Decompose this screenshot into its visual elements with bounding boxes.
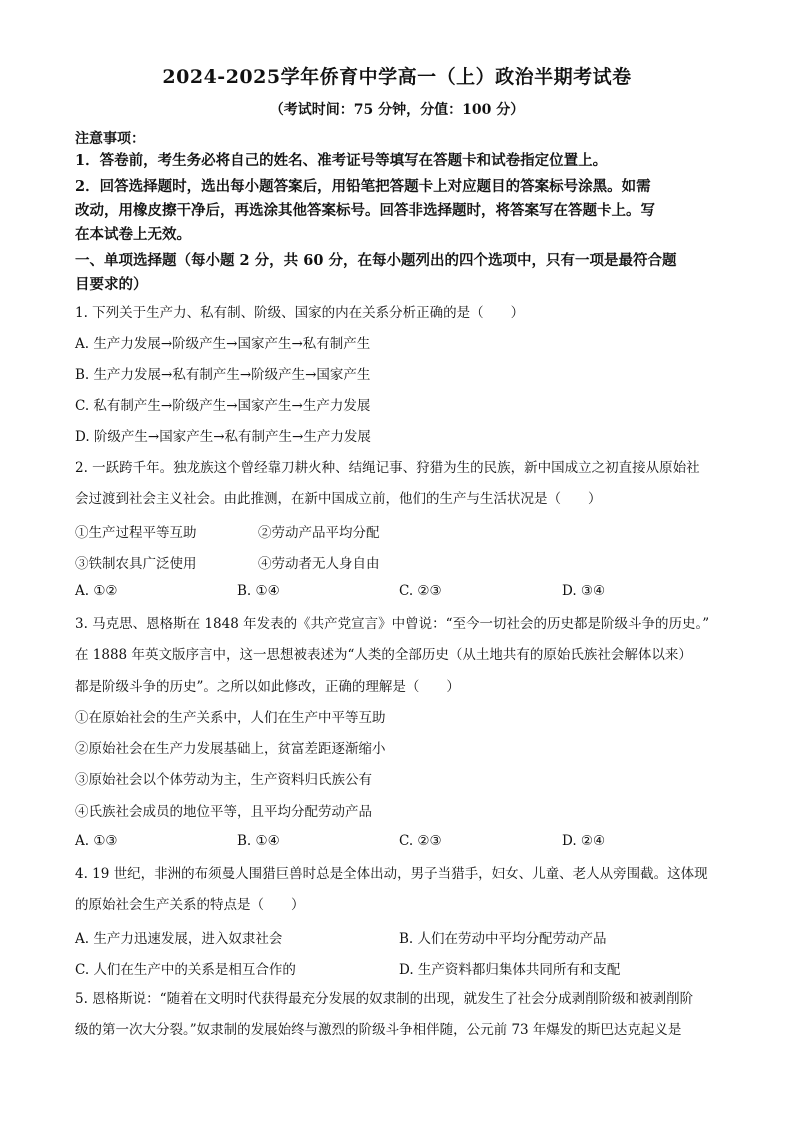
q3-stem-line-2: 在 1888 年英文版序言中，这一思想被表述为“人类的全部历史（从土地共有的原始氏族社会解体以来） (75, 647, 692, 663)
q3-statement-1: ①在原始社会的生产关系中，人们在生产中平等互助 (75, 710, 386, 726)
exam-subtitle: （考试时间：75 分钟，分值：100 分） (269, 102, 525, 118)
q5-stem-line-1: 5. 恩格斯说：“随着在文明时代获得最充分发展的奴隶制的出现，就发生了社会分成剥削阶级和被剥削阶 (75, 991, 694, 1007)
q2-stem-line-2: 会过渡到社会主义社会。由此推测，在新中国成立前，他们的生产与生活状况是（ ） (75, 491, 602, 507)
q2-statement-4: ④劳动者无人身自由 (258, 556, 380, 572)
q3-statement-2: ②原始社会在生产力发展基础上，贫富差距逐渐缩小 (75, 741, 386, 757)
q2-statement-2: ②劳动产品平均分配 (258, 525, 380, 541)
notice-heading: 注意事项： (75, 131, 145, 147)
q3-stem-line-3: 都是阶级斗争的历史”。之所以如此修改，正确的理解是（ ） (75, 679, 460, 695)
q3-option-b: B. ①④ (237, 833, 280, 849)
notice-item-1: 1．答卷前，考生务必将自己的姓名、准考证号等填写在答题卡和试卷指定位置上。 (75, 152, 608, 169)
q2-option-b: B. ①④ (237, 583, 280, 599)
q3-option-a: A. ①③ (75, 833, 118, 849)
q2-option-c: C. ②③ (399, 583, 442, 599)
q4-option-c: C. 人们在生产中的关系是相互合作的 (75, 962, 296, 978)
q1-option-c: C. 私有制产生→阶级产生→国家产生→生产力发展 (75, 398, 371, 414)
q1-option-b: B. 生产力发展→私有制产生→阶级产生→国家产生 (75, 367, 371, 383)
q3-option-d: D. ②④ (562, 833, 606, 849)
q1-option-a: A. 生产力发展→阶级产生→国家产生→私有制产生 (75, 336, 371, 352)
q4-option-a: A. 生产力迅速发展，进入奴隶社会 (75, 931, 283, 947)
q4-stem-line-1: 4. 19 世纪，非洲的布须曼人围猎巨兽时总是全体出动，男子当猎手，妇女、儿童、老人从旁围截。这体现 (75, 866, 708, 882)
section-heading-line-1: 一、单项选择题（每小题 2 分，共 60 分，在每小题列出的四个选项中，只有一项是最符合题 (75, 252, 677, 269)
q3-statement-4: ④氏族社会成员的地位平等，且平均分配劳动产品 (75, 804, 372, 820)
q3-stem-line-1: 3. 马克思、恩格斯在 1848 年发表的《共产党宣言》中曾说：“至今一切社会的历史都是阶级斗争的历史。” (75, 616, 710, 632)
section-heading-line-2: 目要求的） (75, 276, 148, 293)
notice-item-2-line-2: 改动，用橡皮擦干净后，再选涂其他答案标号。回答非选择题时，将答案写在答题卡上。写 (75, 202, 655, 219)
q4-option-d: D. 生产资料都归集体共同所有和支配 (399, 962, 621, 978)
notice-item-2-line-1: 2．回答选择题时，选出每小题答案后，用铅笔把答题卡上对应题目的答案标号涂黑。如需 (75, 178, 651, 195)
q3-statement-3: ③原始社会以个体劳动为主，生产资料归氏族公有 (75, 772, 372, 788)
q2-stem-line-1: 2. 一跃跨千年。独龙族这个曾经靠刀耕火种、结绳记事、狩猎为生的民族，新中国成立之初直接从原始社 (75, 460, 700, 476)
q5-stem-line-2: 级的第一次大分裂。”奴隶制的发展始终与激烈的阶级斗争相伴随，公元前 73 年爆发的斯巴达克起义是 (75, 1022, 682, 1038)
q4-stem-line-2: 的原始社会生产关系的特点是（ ） (75, 897, 305, 913)
q2-statement-3: ③铁制农具广泛使用 (75, 556, 197, 572)
q2-option-a: A. ①② (75, 583, 118, 599)
q2-statement-1: ①生产过程平等互助 (75, 525, 197, 541)
q4-option-b: B. 人们在劳动中平均分配劳动产品 (399, 931, 607, 947)
notice-item-2-line-3: 在本试卷上无效。 (75, 226, 191, 243)
q1-option-d: D. 阶级产生→国家产生→私有制产生→生产力发展 (75, 429, 371, 445)
q3-option-c: C. ②③ (399, 833, 442, 849)
q1-stem: 1. 下列关于生产力、私有制、阶级、国家的内在关系分析正确的是（ ） (75, 305, 525, 321)
exam-title: 2024-2025学年侨育中学高一（上）政治半期考试卷 (162, 66, 632, 88)
q2-option-d: D. ③④ (562, 583, 606, 599)
